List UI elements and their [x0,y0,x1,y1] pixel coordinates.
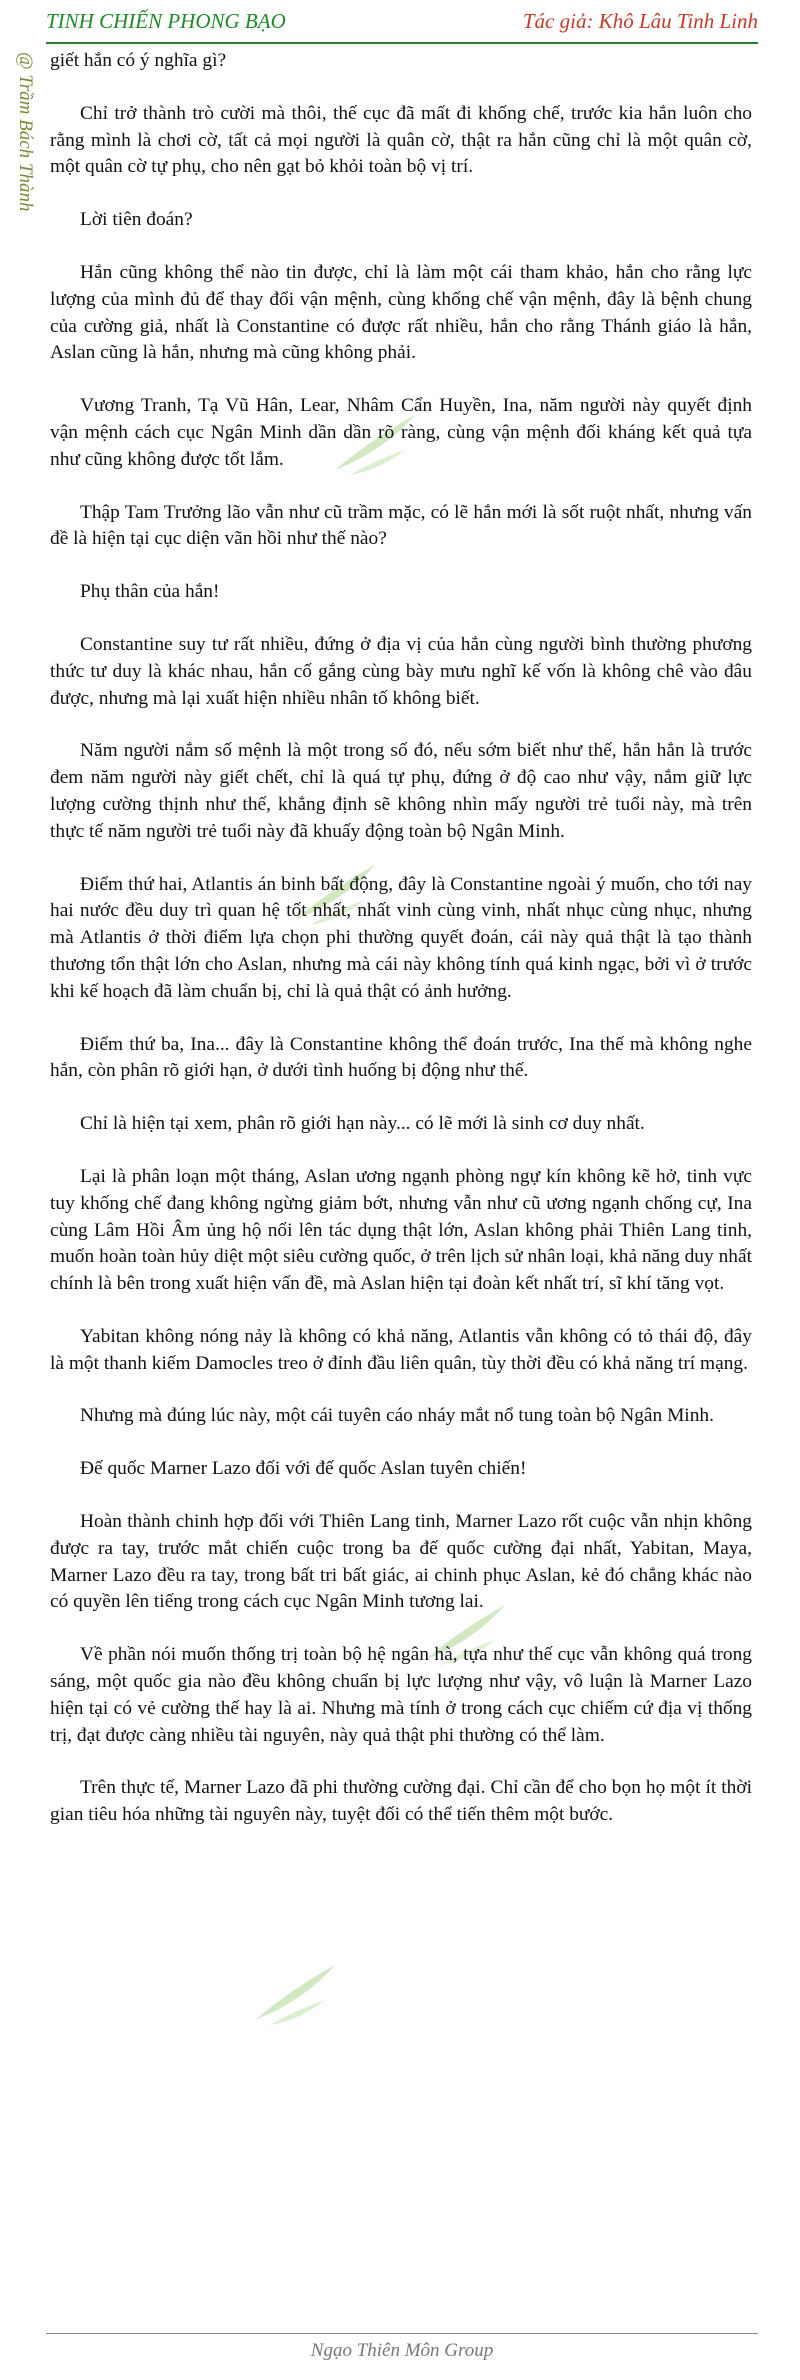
paragraph: giết hắn có ý nghĩa gì? [50,50,227,71]
paragraph: Lại là phân loạn một tháng, Aslan ương ngạnh phòng ngự kín không kẽ hở, tinh vực tuy khống chế đang không ngừng giảm bớt, nhưng vẫn như cũ ương ngạnh chống cự, Ina cùng Lâm Hồi Âm ủng hộ nổi lên tác dụng thật lớn, Aslan không phải Thiên Lang tinh, muốn hoàn toàn hủy diệt một siêu cường quốc, ở trên lịch sử nhân loại, khả năng duy nhất chính là bên trong xuất hiện vấn đề, mà Aslan hiện tại đoàn kết nhất trí, sĩ khí tăng vọt. [50,1165,752,1295]
paragraph: Đế quốc Marner Lazo đối với đế quốc Aslan tuyên chiến! [80,1458,527,1480]
chapter-body [50,48,752,1855]
footer-divider [46,2333,758,2334]
book-author: Tác giả: Khô Lâu Tinh Linh [522,8,758,33]
paragraph: Chỉ là hiện tại xem, phân rõ giới hạn này... có lẽ mới là sinh cơ duy nhất. [80,1113,645,1135]
side-credit: @ Trầm Bách Thành [15,52,36,212]
paragraph: Năm người nắm số mệnh là một trong số đó, nếu sớm biết như thế, hắn hẳn là trước đem năm người này giết chết, chỉ là quá tự phụ, đứng ở độ cao như vậy, nắm giữ lực lượng cường thịnh như thế, khẳng định sẽ không nhìn mấy người trẻ tuổi này, mà trên thực tế năm người trẻ tuổi này đã khuấy động toàn bộ Ngân Minh. [50,740,752,842]
paragraph: Lời tiên đoán? [80,209,193,231]
paragraph: Constantine suy tư rất nhiều, đứng ở địa vị của hắn cùng người bình thường phương thức tư duy là khác nhau, hắn cố gắng cùng bày mưu nghĩ kế vốn là không chê vào đâu được, nhưng mà lại xuất hiện nhiều nhân tố không biết. [50,633,752,709]
paragraph: Trên thực tế, Marner Lazo đã phi thường cường đại. Chỉ cần để cho bọn họ một ít thời gian tiêu hóa những tài nguyên này, tuyệt đối có thể tiến thêm một bước. [50,1777,752,1826]
paragraph: Vương Tranh, Tạ Vũ Hân, Lear, Nhâm Cẩn Huyền, Ina, năm người này quyết định vận mệnh cách cục Ngân Minh dần dần rõ ràng, cùng vận mệnh đối kháng kết quả tựa như cũng không được tốt lắm. [50,395,752,470]
paragraph: Nhưng mà đúng lúc này, một cái tuyên cáo nháy mắt nổ tung toàn bộ Ngân Minh. [80,1405,714,1427]
paragraph: Điểm thứ ba, Ina... đây là Constantine không thể đoán trước, Ina thế mà không nghe hắn, còn phân rõ giới hạn, ở dưới tình huống bị động như thế. [50,1033,752,1082]
book-title: TINH CHIẾN PHONG BẠO [46,8,286,33]
paragraph: Phụ thân của hắn! [80,581,220,603]
paragraph: Về phần nói muốn thống trị toàn bộ hệ ngân hà, tựa như thế cục vẫn không quá trong sáng, một quốc gia nào đều không chuẩn bị lực lượng như vậy, vô luận là Marner Lazo hiện tại có vẻ cường thế hay là ai. Nhưng mà tính ở trong cách cục chiếm cứ địa vị thống trị, đạt được càng nhiều tài nguyên, này quả thật phi thường có thể làm. [50,1644,752,1746]
paragraph: Hắn cũng không thể nào tin được, chỉ là làm một cái tham khảo, hắn cho rằng lực lượng của mình đủ để thay đổi vận mệnh, cùng khống chế vận mệnh, đây là bệnh chung của cường giả, nhất là Constantine có được rất nhiều, hắn cho rằng Thánh giáo là hắn, Aslan cũng là hắn, nhưng mà cũng không phải. [50,261,752,364]
paragraph: Chỉ trở thành trò cười mà thôi, thế cục đã mất đi khống chế, trước kia hắn luôn cho rằng mình là chơi cờ, tất cả mọi người là quân cờ, thật ra hắn cũng chỉ là một quân cờ, một quân cờ tự phụ, cho nên gạt bỏ khỏi toàn bộ vị trí. [50,102,752,178]
paragraph: Hoàn thành chinh hợp đối với Thiên Lang tinh, Marner Lazo rốt cuộc vẫn nhịn không được ra tay, trước mắt chiến cuộc trong ba đế quốc cường đại nhất, Yabitan, Maya, Marner Lazo đều ra tay, trong bất tri bất giác, ai chinh phục Aslan, kẻ đó chẳng khác nào có quyền lên tiếng trong cách cục Ngân Minh tương lai. [50,1511,752,1613]
bamboo-leaf-icon [250,1960,340,2030]
paragraph: Yabitan không nóng nảy là không có khả năng, Atlantis vẫn không có tỏ thái độ, đây là một thanh kiếm Damocles treo ở đỉnh đầu liên quân, tùy thời đều có khả năng trí mạng. [50,1325,752,1374]
paragraph: Điểm thứ hai, Atlantis án binh bất động, đây là Constantine ngoài ý muốn, cho tới nay hai nước đều duy trì quan hệ tốt nhất, nhất vinh cùng vinh, nhất nhục cùng nhục, nhưng mà Atlantis ở thời điểm lựa chọn phi thường quyết đoán, cái này quả thật là tạo thành thương tổn thật lớn cho Aslan, nhưng mà cái này không tính quá kinh ngạc, bởi vì ở trước khi kế hoạch đã làm chuẩn bị, chỉ là quả thật có ảnh hưởng. [50,873,752,1002]
page-header [46,0,758,44]
paragraph: Thập Tam Trưởng lão vẫn như cũ trầm mặc, có lẽ hắn mới là sốt ruột nhất, nhưng vấn đề là hiện tại cục diện vãn hồi như thế nào? [50,501,752,550]
page-footer: Ngạo Thiên Môn Group [310,2340,494,2361]
